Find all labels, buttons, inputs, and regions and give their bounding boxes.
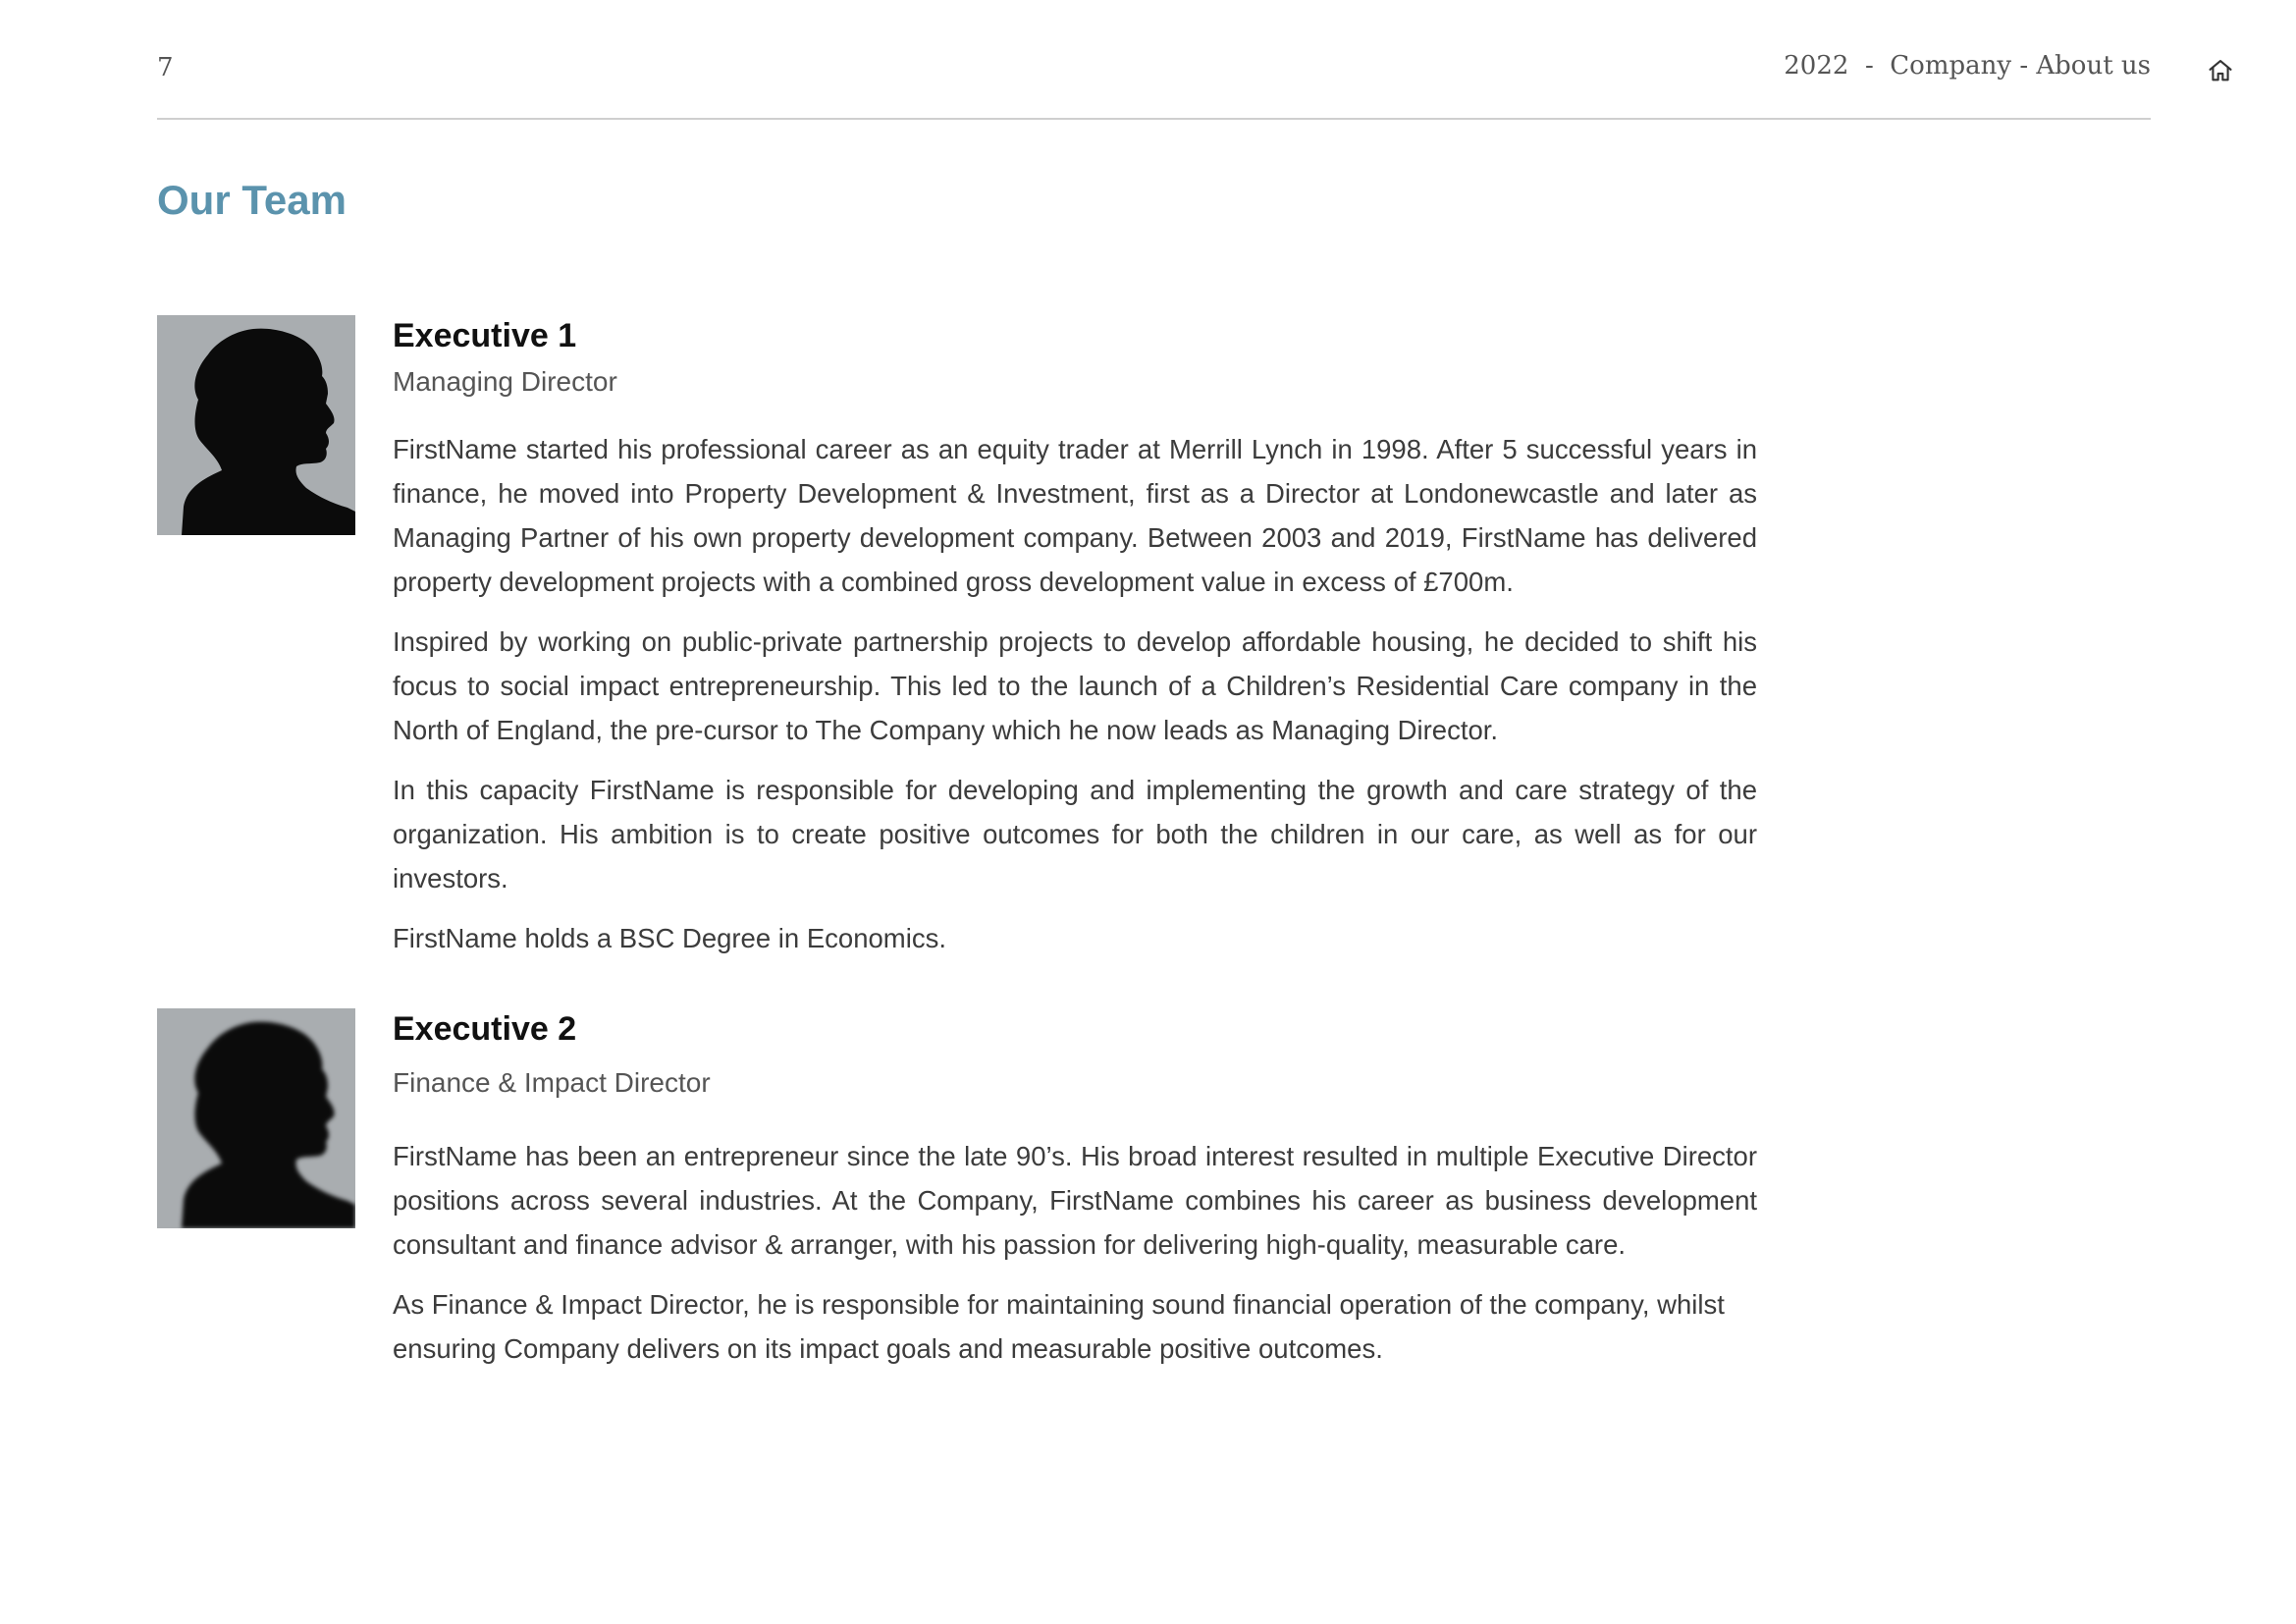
member-bio bbox=[393, 1008, 1757, 1386]
header-title: 2022 - Company - About us bbox=[1784, 51, 2151, 81]
page-number: 7 bbox=[157, 53, 174, 82]
member-name: Executive 1 bbox=[393, 317, 577, 354]
portrait-photo bbox=[157, 315, 355, 535]
member-bio bbox=[393, 315, 1757, 976]
member-role: Managing Director bbox=[393, 366, 617, 397]
bio-paragraph: Inspired by working on public-private partnership projects to develop affordable housing, he decided to shift his focus to social impact entrepreneurship. This led to the launch of a Children’s Residential Care company in the North of England, the pre-cursor to The Company which he now leads as Managing Director. bbox=[393, 626, 1757, 745]
bio-paragraph: FirstName started his professional career as an equity trader at Merrill Lynch in 1998. After 5 successful years in finance, he moved into Property Development & Investment, first as a Director at Londonewcastle and later as Managing Partner of his own property development company. Between 2003 and 2019, FirstName has delivered property development projects with a combined gross development value in excess of £700m. bbox=[393, 434, 1757, 597]
bio-paragraph: FirstName has been an entrepreneur since the late 90’s. His broad interest resulted in multiple Executive Director positions across several industries. At the Company, FirstName combines his career as business development consultant and finance advisor & arranger, with his passion for delivering high-quality, measurable care. bbox=[393, 1141, 1757, 1260]
page-header bbox=[157, 39, 2151, 120]
section-title: Our Team bbox=[157, 177, 347, 223]
person-silhouette-icon bbox=[157, 315, 355, 535]
home-icon[interactable] bbox=[2207, 57, 2234, 84]
member-name: Executive 2 bbox=[393, 1010, 577, 1048]
bio-paragraph: In this capacity FirstName is responsible for developing and implementing the growth and care strategy of the organization. His ambition is to create positive outcomes for both the children in our care, as well as for our investors. bbox=[393, 775, 1757, 893]
portrait-photo bbox=[157, 1008, 355, 1228]
bio-paragraph: As Finance & Impact Director, he is responsible for maintaining sound financial operation of the company, whilst ensuring Company delivers on its impact goals and measurable positive outcomes. bbox=[393, 1289, 1725, 1364]
bio-paragraph: FirstName holds a BSC Degree in Economics. bbox=[393, 923, 946, 953]
person-silhouette-icon bbox=[157, 1008, 355, 1228]
member-role: Finance & Impact Director bbox=[393, 1067, 711, 1098]
